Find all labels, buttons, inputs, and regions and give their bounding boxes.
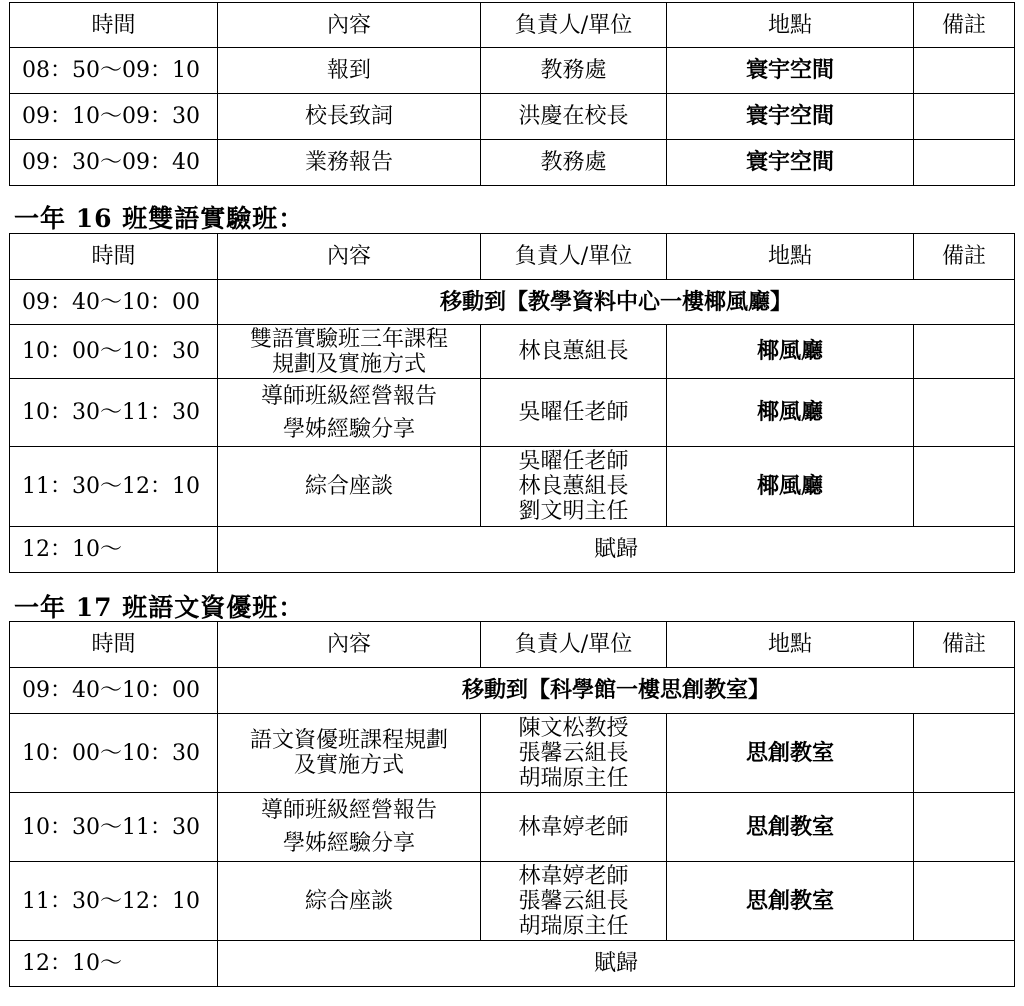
row-person: 洪慶在校長	[481, 94, 667, 140]
row-time: 12：10～	[10, 941, 218, 987]
row-content: 業務報告	[218, 140, 481, 186]
header-note: 備註	[914, 622, 1015, 668]
row-place: 寰宇空間	[667, 94, 914, 140]
row-person: 教務處	[481, 140, 667, 186]
content-line: 及實施方式	[293, 753, 404, 778]
person-line: 吳曜任老師	[518, 449, 629, 474]
end-row	[10, 527, 1015, 573]
row-place: 椰風廳	[667, 325, 914, 379]
header-place: 地點	[667, 622, 914, 668]
header-time: 時間	[10, 3, 218, 48]
move-row	[10, 280, 1015, 325]
person-line: 林韋婷老師	[518, 863, 629, 889]
section-title-class-17: 一年 17 班語文資優班：	[14, 593, 305, 622]
table-row	[10, 793, 1015, 862]
header-content: 內容	[218, 622, 481, 668]
row-place: 寰宇空間	[667, 48, 914, 94]
row-note	[914, 140, 1015, 186]
section-title-class-16: 一年 16 班雙語實驗班：	[14, 204, 305, 233]
content-line: 導師班級經營報告	[260, 383, 437, 409]
row-time: 11：30～12：10	[10, 447, 218, 527]
row-note	[914, 48, 1015, 94]
end-text: 賦歸	[218, 941, 1015, 987]
row-content: 綜合座談	[218, 447, 481, 527]
header-person: 負責人/單位	[481, 3, 667, 48]
row-person: 林韋婷老師	[481, 793, 667, 862]
person-line: 劉文明主任	[518, 499, 629, 524]
table-row	[10, 48, 1015, 94]
header-place: 地點	[667, 234, 914, 280]
row-content	[218, 714, 481, 793]
person-line: 張馨云組長	[518, 740, 629, 766]
content-line: 雙語實驗班三年課程	[249, 326, 448, 352]
header-time: 時間	[10, 234, 218, 280]
table-row	[10, 714, 1015, 793]
person-line: 陳文松教授	[518, 715, 629, 741]
row-person	[481, 714, 667, 793]
row-content	[218, 379, 481, 447]
header-person: 負責人/單位	[481, 622, 667, 668]
row-person	[481, 862, 667, 941]
content-line: 語文資優班課程規劃	[249, 728, 448, 753]
header-content: 內容	[218, 3, 481, 48]
row-time: 09：40～10：00	[10, 668, 218, 714]
row-content: 綜合座談	[218, 862, 481, 941]
row-note	[914, 325, 1015, 379]
header-place: 地點	[667, 3, 914, 48]
person-line: 林良蕙組長	[518, 474, 629, 499]
row-note	[914, 379, 1015, 447]
content-line: 學姊經驗分享	[282, 831, 415, 856]
header-time: 時間	[10, 622, 218, 668]
row-time: 09：30～09：40	[10, 140, 218, 186]
header-note: 備註	[914, 234, 1015, 280]
row-place: 思創教室	[667, 862, 914, 941]
row-person: 林良蕙組長	[481, 325, 667, 379]
header-person: 負責人/單位	[481, 234, 667, 280]
schedule-table-class-17	[9, 621, 1015, 987]
table-row	[10, 325, 1015, 379]
row-person	[481, 447, 667, 527]
row-time: 12：10～	[10, 527, 218, 573]
row-note	[914, 862, 1015, 941]
row-time: 09：40～10：00	[10, 280, 218, 325]
row-person: 吳曜任老師	[481, 379, 667, 447]
row-content: 報到	[218, 48, 481, 94]
table-row	[10, 140, 1015, 186]
header-content: 內容	[218, 234, 481, 280]
row-note	[914, 447, 1015, 527]
move-text: 移動到【科學館一樓思創教室】	[218, 668, 1015, 714]
row-time: 10：00～10：30	[10, 325, 218, 379]
row-place: 椰風廳	[667, 447, 914, 527]
row-time: 08：50～09：10	[10, 48, 218, 94]
table-row	[10, 447, 1015, 527]
table-header-row	[10, 234, 1015, 280]
row-note	[914, 94, 1015, 140]
row-place: 思創教室	[667, 793, 914, 862]
row-content	[218, 325, 481, 379]
row-time: 09：10～09：30	[10, 94, 218, 140]
schedule-table-class-16	[9, 233, 1015, 573]
move-text: 移動到【教學資料中心一樓椰風廳】	[218, 280, 1015, 325]
table-header-row	[10, 3, 1015, 48]
row-time: 11：30～12：10	[10, 862, 218, 941]
table-row	[10, 862, 1015, 941]
row-person: 教務處	[481, 48, 667, 94]
content-line: 學姊經驗分享	[282, 416, 415, 442]
row-note	[914, 793, 1015, 862]
row-content: 校長致詞	[218, 94, 481, 140]
table-row	[10, 379, 1015, 447]
header-note: 備註	[914, 3, 1015, 48]
person-line: 張馨云組長	[518, 888, 629, 914]
person-line: 胡瑞原主任	[518, 765, 629, 791]
row-time: 10：00～10：30	[10, 714, 218, 793]
table-row	[10, 94, 1015, 140]
end-row	[10, 941, 1015, 987]
row-place: 寰宇空間	[667, 140, 914, 186]
row-time: 10：30～11：30	[10, 379, 218, 447]
move-row	[10, 668, 1015, 714]
content-line: 規劃及實施方式	[271, 351, 426, 377]
row-place: 思創教室	[667, 714, 914, 793]
person-line: 胡瑞原主任	[518, 913, 629, 939]
table-header-row	[10, 622, 1015, 668]
row-note	[914, 714, 1015, 793]
end-text: 賦歸	[218, 527, 1015, 573]
row-content	[218, 793, 481, 862]
schedule-table-general	[9, 2, 1015, 186]
row-time: 10：30～11：30	[10, 793, 218, 862]
content-line: 導師班級經營報告	[260, 798, 437, 823]
row-place: 椰風廳	[667, 379, 914, 447]
